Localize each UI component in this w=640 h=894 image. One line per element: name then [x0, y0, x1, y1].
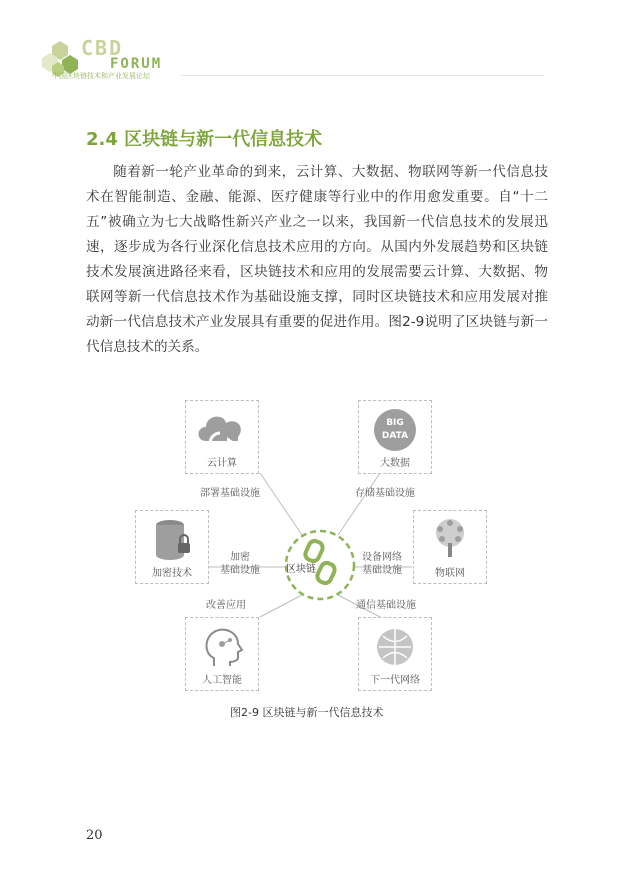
node-next-gen-label: 下一代网络 — [370, 675, 420, 686]
connector-ai — [260, 595, 302, 617]
node-next-gen-network — [358, 617, 432, 691]
edge-label-cloud: 部署基础设施 — [200, 488, 260, 499]
network-tree-icon — [422, 517, 478, 563]
database-lock-icon — [144, 517, 200, 563]
edge-label-crypto-line1: 加密 — [230, 552, 250, 563]
body-paragraph: 随着新一轮产业革命的到来，云计算、大数据、物联网等新一代信息技术在智能制造、金融、能源、医疗健康等行业中的作用愈发重要。自“十二五”被确立为七大战略性新兴产业之一以来，我国新一代信息技术的发展迅速，逐步成为各行业深化信息技术应用的方向。从国内外发展趋势和区块链技术发展演进路径来看，区块链技术和应用的发展需要云计算、大数据、物联网等新一代信息技术作为基础设施支撑，同时区块链技术和应用发展对推动新一代信息技术产业发展具有重要的促进作用。图2-9说明了区块链与新一代信息技术的关系。 — [86, 164, 548, 355]
page-number: 20 — [86, 828, 103, 843]
cloud-icon — [194, 407, 250, 453]
node-cloud-label: 云计算 — [207, 458, 237, 469]
connector-cloud — [260, 473, 302, 535]
edge-label-iot — [356, 551, 408, 577]
logo-forum-text: FORUM — [110, 56, 163, 72]
center-blockchain-label: 区块链 — [286, 564, 316, 575]
node-crypto-label: 加密技术 — [152, 568, 192, 579]
node-cloud-computing — [185, 400, 259, 474]
node-big-data-label: 大数据 — [380, 458, 410, 469]
node-ai — [185, 617, 259, 691]
big-data-image-text: BIG DATA — [374, 409, 416, 451]
node-cryptography — [135, 510, 209, 584]
relationship-diagram — [130, 395, 510, 695]
logo-cbd-text: CBD — [81, 36, 124, 60]
node-big-data — [358, 400, 432, 474]
edge-label-crypto-line2: 基础设施 — [220, 565, 260, 576]
node-iot-label: 物联网 — [435, 568, 465, 579]
figure-caption: 图2-9 区块链与新一代信息技术 — [230, 706, 384, 719]
edge-label-iot-line2: 基础设施 — [362, 565, 402, 576]
edge-label-crypto — [218, 551, 262, 577]
edge-label-bigdata: 存储基础设施 — [355, 488, 415, 499]
node-ai-label: 人工智能 — [202, 675, 242, 686]
ai-head-icon — [194, 624, 250, 670]
section-title: 2.4 区块链与新一代信息技术 — [86, 129, 323, 150]
edge-label-ai: 改善应用 — [206, 600, 246, 611]
globe-network-icon — [367, 624, 423, 670]
edge-label-nextnet: 通信基础设施 — [356, 600, 416, 611]
node-iot — [413, 510, 487, 584]
cbd-forum-logo — [38, 36, 188, 82]
connector-bigdata — [338, 473, 380, 535]
edge-label-iot-line1: 设备网络 — [362, 552, 402, 563]
logo-subtitle: 中国区块链技术和产业发展论坛 — [52, 72, 150, 80]
big-data-icon — [367, 407, 423, 453]
header-divider — [180, 75, 544, 76]
